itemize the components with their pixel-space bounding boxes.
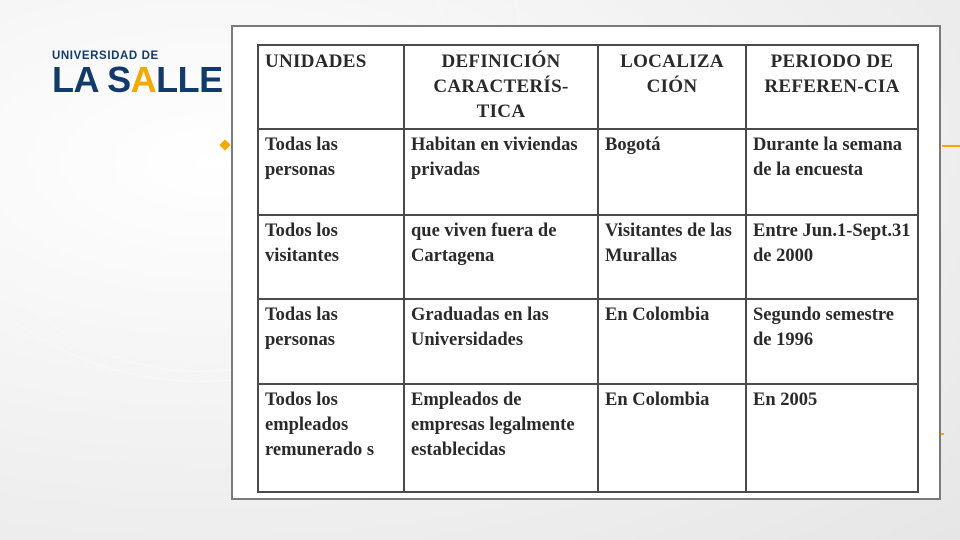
table-cell: que viven fuera de Cartagena (404, 215, 598, 299)
column-header: LOCALIZA CIÓN (598, 45, 746, 129)
table-cell: Segundo semestre de 1996 (746, 299, 918, 384)
table-cell: Todos los visitantes (258, 215, 404, 299)
table-cell: Durante la semana de la encuesta (746, 129, 918, 215)
table-cell: Todos los empleados remunerado s (258, 384, 404, 492)
table-cell: Habitan en viviendas privadas (404, 129, 598, 215)
table-row (258, 215, 918, 299)
logo-wordmark-part: LA S (52, 59, 131, 100)
table-image-panel (231, 25, 941, 500)
table-cell: Graduadas en las Universidades (404, 299, 598, 384)
column-header: DEFINICIÓN CARACTERÍS-TICA (404, 45, 598, 129)
table-cell: En 2005 (746, 384, 918, 492)
table-row (258, 384, 918, 492)
table-cell: En Colombia (598, 299, 746, 384)
table-cell: Entre Jun.1-Sept.31 de 2000 (746, 215, 918, 299)
column-header: UNIDADES (258, 45, 404, 129)
table-cell: Visitantes de las Murallas (598, 215, 746, 299)
table-cell: Todas las personas (258, 129, 404, 215)
logo-wordmark (52, 60, 223, 100)
logo-top-text: UNIVERSIDAD DE (52, 50, 159, 62)
data-table (257, 44, 919, 493)
table-row (258, 299, 918, 384)
table-row (258, 129, 918, 215)
table-cell: En Colombia (598, 384, 746, 492)
table-cell: Bogotá (598, 129, 746, 215)
table-cell: Todas las personas (258, 299, 404, 384)
table-header-row (258, 45, 918, 129)
column-header: PERIODO DE REFEREN-CIA (746, 45, 918, 129)
table-cell: Empleados de empresas legalmente establecidas (404, 384, 598, 492)
logo-wordmark-part: LLE (156, 59, 223, 100)
decorative-line (942, 145, 960, 147)
university-logo (52, 50, 222, 102)
logo-wordmark-accent: A (130, 59, 157, 100)
